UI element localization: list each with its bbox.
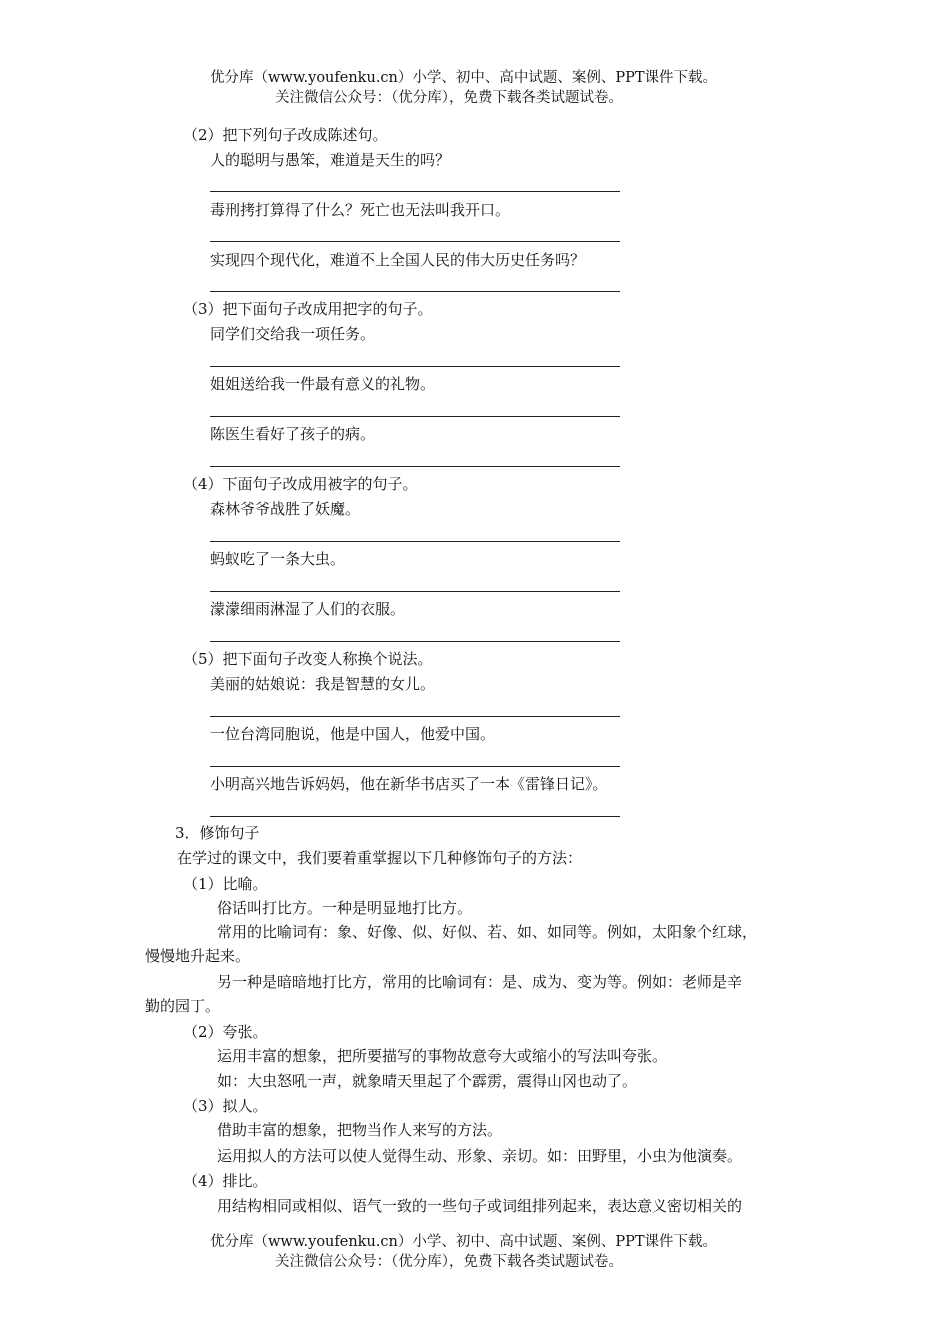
section-3-intro: 在学过的课文中，我们要着重掌握以下几种修饰句子的方法： [177, 849, 583, 867]
answer-line [210, 366, 620, 367]
answer-line [210, 241, 620, 242]
answer-line [210, 191, 620, 192]
exercise-3-title: （3）把下面句子改成用把字的句子。 [183, 300, 433, 318]
exercise-5-sentence-3: 小明高兴地告诉妈妈，他在新华书店买了一本《雷锋日记》。 [210, 775, 608, 793]
exercise-3-sentence-2: 姐姐送给我一件最有意义的礼物。 [210, 375, 436, 393]
exercise-3-sentence-1: 同学们交给我一项任务。 [210, 325, 376, 343]
personification-paragraph-2: 运用拟人的方法可以使人觉得生动、形象、亲切。如：田野里，小虫为他演奏。 [217, 1147, 743, 1165]
metaphor-paragraph-3-cont: 勤的园丁。 [145, 997, 221, 1015]
exercise-2-sentence-2: 毒刑拷打算得了什么？死亡也无法叫我开口。 [210, 201, 511, 219]
page-header-line-2: 关注微信公众号：（优分库），免费下载各类试题试卷。 [275, 90, 623, 106]
hyperbole-paragraph-1: 运用丰富的想象，把所要描写的事物故意夸大或缩小的写法叫夸张。 [217, 1047, 668, 1065]
exercise-4-sentence-1: 森林爷爷战胜了妖魔。 [210, 500, 361, 518]
exercise-4-sentence-2: 蚂蚁吃了一条大虫。 [210, 550, 346, 568]
section-3-title: 3．修饰句子 [175, 824, 260, 842]
metaphor-paragraph-2-cont: 慢慢地升起来。 [145, 947, 251, 965]
answer-line [210, 416, 620, 417]
personification-title: （3）拟人。 [183, 1097, 268, 1115]
exercise-5-title: （5）把下面句子改变人称换个说法。 [183, 650, 433, 668]
exercise-2-title: （2）把下列句子改成陈述句。 [183, 126, 388, 144]
exercise-5-sentence-1: 美丽的姑娘说：我是智慧的女儿。 [210, 675, 436, 693]
answer-line [210, 466, 620, 467]
personification-paragraph-1: 借助丰富的想象，把物当作人来写的方法。 [217, 1121, 503, 1139]
exercise-4-sentence-3: 濛濛细雨淋湿了人们的衣服。 [210, 600, 406, 618]
hyperbole-paragraph-2: 如：大虫怒吼一声，就象晴天里起了个霹雳，震得山冈也动了。 [217, 1072, 638, 1090]
answer-line [210, 291, 620, 292]
metaphor-title: （1）比喻。 [183, 875, 268, 893]
parallelism-title: （4）排比。 [183, 1172, 268, 1190]
page-footer-line-2: 关注微信公众号：（优分库），免费下载各类试题试卷。 [275, 1254, 623, 1270]
answer-line [210, 716, 620, 717]
hyperbole-title: （2）夸张。 [183, 1023, 268, 1041]
parallelism-paragraph-1: 用结构相同或相似、语气一致的一些句子或词组排列起来，表达意义密切相关的 [217, 1197, 743, 1215]
answer-line [210, 816, 620, 817]
answer-line [210, 591, 620, 592]
answer-line [210, 641, 620, 642]
page-header-line-1: 优分库（www.youfenku.cn）小学、初中、高中试题、案例、PPT课件下载。 [210, 70, 718, 86]
answer-line [210, 541, 620, 542]
exercise-4-title: （4）下面句子改成用被字的句子。 [183, 475, 418, 493]
metaphor-paragraph-1: 俗话叫打比方。一种是明显地打比方。 [217, 899, 473, 917]
exercise-2-sentence-3: 实现四个现代化，难道不上全国人民的伟大历史任务吗？ [210, 251, 586, 269]
answer-line [210, 766, 620, 767]
exercise-3-sentence-3: 陈医生看好了孩子的病。 [210, 425, 376, 443]
exercise-2-sentence-1: 人的聪明与愚笨，难道是天生的吗？ [210, 151, 451, 169]
exercise-5-sentence-2: 一位台湾同胞说，他是中国人，他爱中国。 [210, 725, 496, 743]
metaphor-paragraph-2: 常用的比喻词有：象、好像、似、好似、若、如、如同等。例如，太阳象个红球， [217, 923, 758, 941]
metaphor-paragraph-3: 另一种是暗暗地打比方，常用的比喻词有：是、成为、变为等。例如：老师是辛 [217, 973, 743, 991]
page-footer-line-1: 优分库（www.youfenku.cn）小学、初中、高中试题、案例、PPT课件下载。 [210, 1234, 718, 1250]
